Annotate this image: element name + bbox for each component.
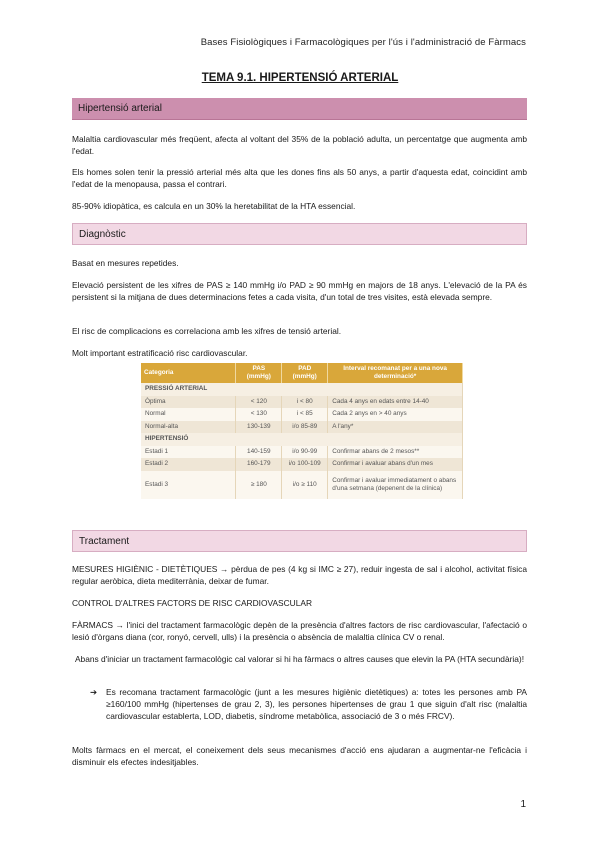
- table-group-row: HIPERTENSIÓ: [141, 433, 463, 446]
- paragraph-risk-factor-control: CONTROL D'ALTRES FACTORS DE RISC CARDIOVASCULAR: [72, 598, 313, 608]
- paragraph-drug-knowledge: Molts fàrmacs en el mercat, el coneixement dels seus mecanismes d'acció ens ajudaran a augmentar-ne l'eficàcia i disminuir els efectes indesitjables.: [72, 745, 527, 767]
- col-header-pad: PAD (mmHg): [282, 363, 328, 383]
- table-row: Estadi 3 ≥ 180 i/o ≥ 110 Confirmar i avaluar immediatament o abans d'una setmana (depenent de la clínica): [141, 471, 463, 499]
- bullet-text: Es recomana tractament farmacològic (junt a les mesures higiènic dietètiques) a: totes les persones amb PA ≥160/100 mmHg (hipertenses de grau 2, 3), les persones hipertenses de grau 1 que siguin d'alt risc (malaltia cardiovascular establerta, LOD, diabetis, síndrome metabòlica, associació de 3 o més FRCV).: [106, 687, 527, 721]
- paragraph-risk-correlation: El risc de complicacions es correlaciona amb les xifres de tensió arterial.: [72, 326, 342, 336]
- paragraph-drugs: FÀRMACS → l'inici del tractament farmacològic depèn de la presència d'altres factors de risc cardiovascular, l'afectació o lesió d'òrgans diana (cor, ronyó, cervell, ulls) i la presència o absència de malaltia clínica CV o renal.: [72, 620, 527, 642]
- table-row: Estadi 2 160-179 i/o 100-109 Confirmar i avaluar abans d'un mes: [141, 458, 463, 471]
- paragraph-repeated-measures: Basat en mesures repetides.: [72, 258, 179, 268]
- paragraph-diagnostic-criteria: Elevació persistent de les xifres de PAS ≥ 140 mmHg i/o PAD ≥ 90 mmHg en majors de 18 anys. L'elevació de la PA és persistent si la mitjana de dues determinacions fetes a cada visita, d'un total de tres visites, està elevada sempre.: [72, 280, 527, 302]
- paragraph-idiopathic: 85-90% idiopàtica, es calcula en un 30% la heretabilitat de la HTA essencial.: [72, 201, 356, 211]
- paragraph-lifestyle-measures: MESURES HIGIÈNIC - DIETÈTIQUES → pèrdua de pes (4 kg si IMC ≥ 27), reduir ingesta de sal i alcohol, activitat física regular aeròbica, dieta mediterrània, deixar de fumar.: [72, 564, 527, 586]
- page-number: 1: [520, 799, 526, 810]
- col-header-interval: Interval recomanat per a una nova determinació*: [328, 363, 463, 383]
- table-group-row: PRESSIÓ ARTERIAL: [141, 383, 463, 396]
- table-header-row: [141, 363, 463, 383]
- section-heading-hipertensio: Hipertensió arterial: [72, 98, 527, 120]
- table-row: Normal < 130 i < 85 Cada 2 anys en > 40 anys: [141, 408, 463, 421]
- paragraph-risk-stratification: Molt important estratificació risc cardiovascular.: [72, 348, 248, 358]
- running-header: Bases Fisiològiques i Farmacològiques per l'ús i l'administració de Fàrmacs: [200, 37, 526, 48]
- table-row: Estadi 1 140-159 i/o 90-99 Confirmar abans de 2 mesos**: [141, 446, 463, 459]
- page-title: TEMA 9.1. HIPERTENSIÓ ARTERIAL: [201, 72, 399, 84]
- paragraph-prevalence: Malaltia cardiovascular més freqüent, afecta al voltant del 35% de la població adulta, un percentatge que augmenta amb l'edat.: [72, 134, 527, 156]
- paragraph-secondary-hta: Abans d'iniciar un tractament farmacològic cal valorar si hi ha fàrmacs o altres causes que elevin la PA (HTA secundària)!: [74, 654, 525, 664]
- section-heading-diagnostic: Diagnòstic: [72, 223, 527, 245]
- col-header-categoria: Categoria: [141, 363, 236, 383]
- arrow-bullet-icon: ➔: [90, 687, 98, 697]
- paragraph-sex-difference: Els homes solen tenir la pressió arterial més alta que les dones fins als 50 anys, a partir d'aquesta edat, coincidint amb l'edat de la menopausa, passa el contrari.: [72, 167, 527, 189]
- section-heading-tractament: Tractament: [72, 530, 527, 552]
- blood-pressure-table: [141, 363, 463, 499]
- col-header-pas: PAS (mmHg): [236, 363, 282, 383]
- table-row: Òptima < 120 i < 80 Cada 4 anys en edats entre 14-40: [141, 396, 463, 409]
- table-row: Normal-alta 130-139 i/o 85-89 A l'any*: [141, 421, 463, 434]
